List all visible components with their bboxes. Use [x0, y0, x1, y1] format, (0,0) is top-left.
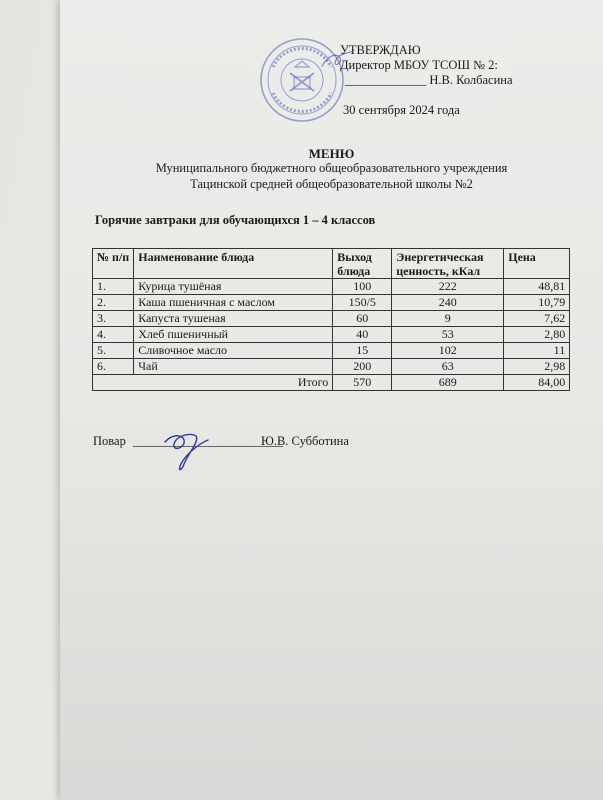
total-energy: 689 [392, 375, 504, 391]
director-signature [318, 46, 358, 76]
approval-date: 30 сентября 2024 года [343, 103, 460, 117]
row-energy: 63 [392, 359, 504, 375]
row-energy: 53 [392, 327, 504, 343]
header-dish-name: Наименование блюда [134, 249, 333, 279]
row-price: 10,79 [504, 295, 570, 311]
header-price: Цена [504, 249, 570, 279]
organization-line-1: Муниципального бюджетного общеобразовательного учреждения [155, 161, 508, 175]
table-header-row [93, 249, 570, 279]
row-price: 48,81 [504, 279, 570, 295]
row-number: 3. [93, 311, 134, 327]
approval-position: Директор МБОУ ТСОШ № 2: [340, 58, 498, 72]
cook-signature-line: ________________________ [133, 434, 283, 448]
menu-subtitle: Горячие завтраки для обучающихся 1 – 4 классов [95, 213, 376, 227]
table-row [93, 343, 570, 359]
row-energy: 240 [392, 295, 504, 311]
row-dish: Курица тушёная [134, 279, 333, 295]
table-row [93, 327, 570, 343]
row-energy: 102 [392, 343, 504, 359]
row-price: 11 [504, 343, 570, 359]
menu-table [92, 248, 570, 391]
row-output: 100 [333, 279, 392, 295]
cook-label: Повар [93, 434, 126, 448]
table-row [93, 359, 570, 375]
row-dish: Хлеб пшеничный [134, 327, 333, 343]
row-energy: 222 [392, 279, 504, 295]
row-number: 4. [93, 327, 134, 343]
row-dish: Чай [134, 359, 333, 375]
approval-heading: УТВЕРЖДАЮ [340, 43, 421, 57]
total-price: 84,00 [504, 375, 570, 391]
approval-signature-line: _____________ Н.В. Колбасина [345, 73, 513, 87]
row-dish: Капуста тушеная [134, 311, 333, 327]
table-row [93, 295, 570, 311]
row-price: 2,98 [504, 359, 570, 375]
header-number: № п/п [93, 249, 134, 279]
row-dish: Сливочное масло [134, 343, 333, 359]
row-output: 40 [333, 327, 392, 343]
row-dish: Каша пшеничная с маслом [134, 295, 333, 311]
row-output: 15 [333, 343, 392, 359]
row-number: 6. [93, 359, 134, 375]
cook-name: Ю.В. Субботина [261, 434, 349, 448]
row-number: 1. [93, 279, 134, 295]
total-output: 570 [333, 375, 392, 391]
row-output: 150/5 [333, 295, 392, 311]
row-output: 200 [333, 359, 392, 375]
header-output: Выход блюда [333, 249, 392, 279]
table-row [93, 311, 570, 327]
row-number: 2. [93, 295, 134, 311]
row-number: 5. [93, 343, 134, 359]
row-price: 7,62 [504, 311, 570, 327]
table-total-row [93, 375, 570, 391]
header-energy: Энергетическая ценность, кКал [392, 249, 504, 279]
table-row [93, 279, 570, 295]
row-output: 60 [333, 311, 392, 327]
cook-signature [160, 426, 220, 476]
document-title: МЕНЮ [308, 146, 355, 161]
organization-line-2: Тацинской средней общеобразовательной школы №2 [190, 177, 473, 191]
row-energy: 9 [392, 311, 504, 327]
total-label: Итого [93, 375, 333, 391]
row-price: 2,80 [504, 327, 570, 343]
